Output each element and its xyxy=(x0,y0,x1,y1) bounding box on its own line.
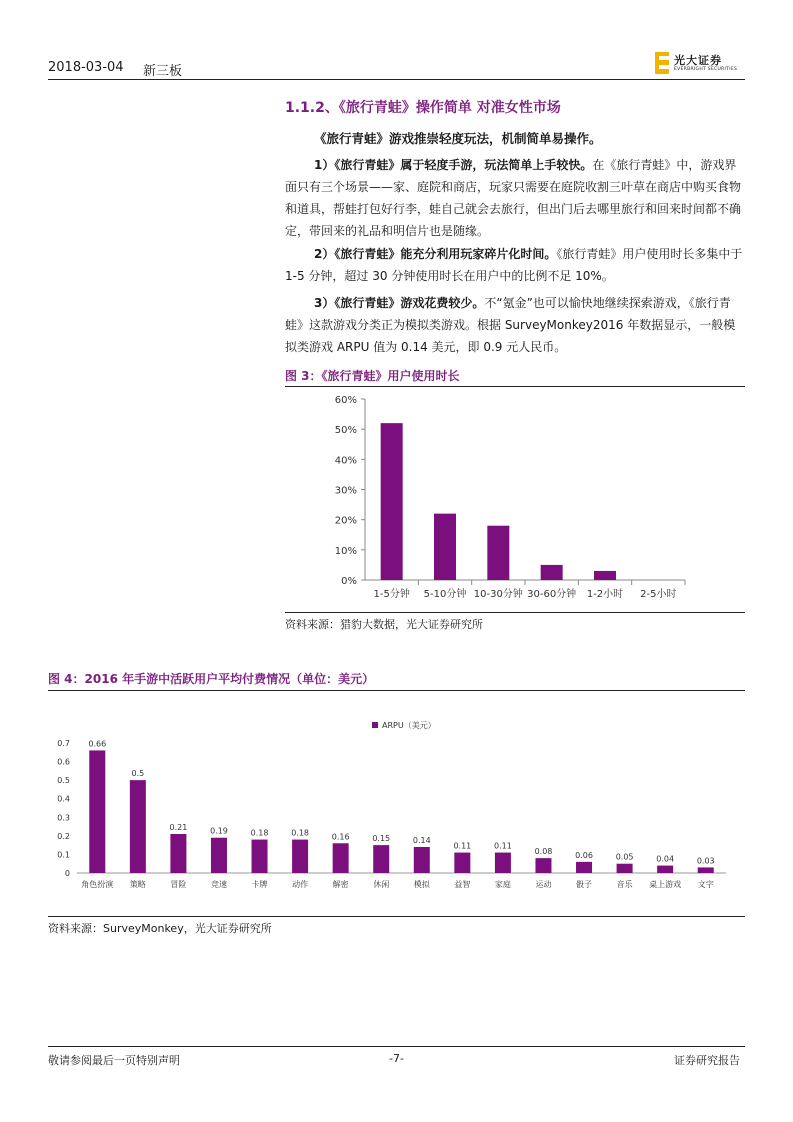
figure-4-title: 图 4：2016 年手游中活跃用户平均付费情况（单位：美元） xyxy=(48,672,375,686)
x-tick-label: 益智 xyxy=(454,880,471,889)
x-tick-label: 1-5分钟 xyxy=(373,589,410,600)
x-tick-label: 休闲 xyxy=(373,880,390,889)
paragraph-1-bold: 1）《旅行青蛙》属于轻度手游，玩法简单上手较快。 xyxy=(314,158,593,172)
x-tick-label: 桌上游戏 xyxy=(649,880,682,889)
paragraph-2-text: 《旅行青蛙》用户使用时长多集中于 1-5 分钟，超过 30 分钟使用时长在用户中的比例不足 10%。 xyxy=(285,247,743,283)
figure-3-source: 资料来源：猎豹大数据，光大证券研究所 xyxy=(285,618,483,631)
y-tick-label: 0% xyxy=(341,576,357,587)
bar xyxy=(292,840,308,873)
bar xyxy=(252,840,268,873)
x-tick-label: 文字 xyxy=(697,880,714,889)
y-tick-label: 10% xyxy=(334,545,357,557)
x-tick-label: 冒险 xyxy=(170,880,187,889)
bar xyxy=(495,853,511,873)
bar xyxy=(333,843,349,873)
paragraph-3 xyxy=(285,292,745,358)
report-date: 2018-03-04 xyxy=(48,60,124,75)
data-label: 0.16 xyxy=(331,832,350,842)
x-tick-label: 1-2小时 xyxy=(586,589,624,600)
data-label: 0.18 xyxy=(250,828,269,838)
y-tick-label: 40% xyxy=(334,455,357,467)
data-label: 0.14 xyxy=(412,836,431,845)
bar xyxy=(698,867,714,873)
x-tick-label: 卡牌 xyxy=(251,880,268,889)
page-number: -7- xyxy=(389,1052,404,1065)
bar xyxy=(535,858,551,873)
bar xyxy=(576,862,592,873)
footer-rule xyxy=(48,1046,745,1047)
data-label: 0.08 xyxy=(534,847,553,857)
y-tick-label: 0 xyxy=(64,869,70,878)
paragraph-2-bold: 2）《旅行青蛙》能充分利用玩家碎片化时间。 xyxy=(314,247,557,261)
y-tick-label: 0.4 xyxy=(57,794,70,804)
data-label: 0.66 xyxy=(88,739,107,749)
paragraph-3-bold: 3）《旅行青蛙》游戏花费较少。 xyxy=(314,296,485,310)
data-label: 0.19 xyxy=(210,826,228,836)
figure-4-bottom-rule xyxy=(48,916,745,917)
section-heading: 1.1.2、《旅行青蛙》操作简单 对准女性市场 xyxy=(285,100,561,116)
x-tick-label: 解密 xyxy=(332,880,349,889)
y-tick-label: 0.6 xyxy=(57,757,70,767)
y-tick-label: 0.5 xyxy=(57,776,70,786)
y-tick-label: 0.3 xyxy=(57,813,70,823)
x-tick-label: 策略 xyxy=(129,880,146,889)
figure-4-source: 资料来源：SurveyMonkey，光大证券研究所 xyxy=(48,922,272,935)
bar xyxy=(373,845,389,873)
x-tick-label: 角色扮演 xyxy=(81,880,114,889)
x-tick-label: 10-30分钟 xyxy=(473,589,523,600)
x-tick-label: 2-5小时 xyxy=(640,589,677,600)
bar xyxy=(657,866,673,873)
figure-3-title: 图 3：《旅行青蛙》用户使用时长 xyxy=(285,369,460,383)
legend-label: ARPU（美元） xyxy=(382,721,436,730)
bar xyxy=(211,838,227,873)
x-tick-label: 5-10分钟 xyxy=(423,589,467,600)
bar xyxy=(170,834,186,873)
figure-4-plot xyxy=(57,720,726,889)
data-label: 0.11 xyxy=(494,841,512,851)
figure-3-plot xyxy=(335,395,685,600)
data-label: 0.15 xyxy=(372,834,391,844)
bar xyxy=(434,514,456,580)
data-label: 0.04 xyxy=(656,854,675,864)
bar xyxy=(381,423,403,580)
data-label: 0.06 xyxy=(575,850,593,860)
x-tick-label: 竞速 xyxy=(210,880,227,889)
figure-3-chart xyxy=(285,387,745,612)
y-tick-label: 0.7 xyxy=(57,739,70,748)
data-label: 0.11 xyxy=(453,841,472,851)
x-tick-label: 动作 xyxy=(292,880,309,889)
x-tick-label: 骰子 xyxy=(576,880,593,889)
data-label: 0.05 xyxy=(615,852,634,862)
bar xyxy=(414,847,430,873)
bar xyxy=(130,780,146,873)
x-tick-label: 音乐 xyxy=(616,880,633,889)
y-tick-label: 50% xyxy=(334,425,357,437)
report-type: 证券研究报告 xyxy=(674,1054,740,1067)
bar xyxy=(89,750,105,873)
y-tick-label: 60% xyxy=(334,395,357,406)
x-tick-label: 30-60分钟 xyxy=(527,589,577,600)
data-label: 0.21 xyxy=(169,823,188,832)
bar xyxy=(487,526,509,580)
paragraph-1-text: 在《旅行青蛙》中，游戏界面只有三个场景——家、庭院和商店，玩家只需要在庭院收割三叶草在商店中购买食物和道具，帮蛙打包好行李，蛙自己就会去旅行，但出门后去哪里旅行和回来时间都不确定，带回来的礼品和明信片也是随缘。 xyxy=(285,158,742,238)
section-lead: 《旅行青蛙》游戏推崇轻度玩法，机制简单易操作。 xyxy=(314,131,602,146)
x-tick-label: 运动 xyxy=(535,880,552,889)
figure-3-bottom-rule xyxy=(285,612,745,613)
market-board: 新三板 xyxy=(143,64,183,79)
bar xyxy=(454,853,470,873)
x-tick-label: 模拟 xyxy=(413,880,430,889)
paragraph-1 xyxy=(285,154,745,242)
logo-mark-icon xyxy=(655,52,669,74)
footer-disclaimer: 敬请参阅最后一页特别声明 xyxy=(48,1054,180,1067)
y-tick-label: 30% xyxy=(334,485,357,497)
bar xyxy=(541,565,563,580)
paragraph-3-text: 不“氪金”也可以愉快地继续探索游戏，《旅行青蛙》这款游戏分类正为模拟类游戏。根据 SurveyMonkey2016 年数据显示，一般模拟类游戏 ARPU 值为 0.14 美元，即 0.9 元人民币。 xyxy=(285,296,736,354)
bar xyxy=(594,571,616,580)
bar xyxy=(617,864,633,873)
data-label: 0.18 xyxy=(291,828,309,838)
logo-name: 光大证券 xyxy=(674,54,722,67)
header-rule xyxy=(48,79,745,80)
figure-4-chart xyxy=(48,691,745,916)
legend-swatch xyxy=(372,722,378,728)
y-tick-label: 20% xyxy=(334,515,357,527)
logo-english-name: EVERBRIGHT SECURITIES xyxy=(674,67,738,72)
paragraph-2 xyxy=(285,243,745,287)
y-tick-label: 0.2 xyxy=(57,831,70,841)
data-label: 0.03 xyxy=(696,856,715,866)
y-tick-label: 0.1 xyxy=(57,850,70,860)
data-label: 0.5 xyxy=(131,769,145,779)
x-tick-label: 家庭 xyxy=(494,880,511,889)
